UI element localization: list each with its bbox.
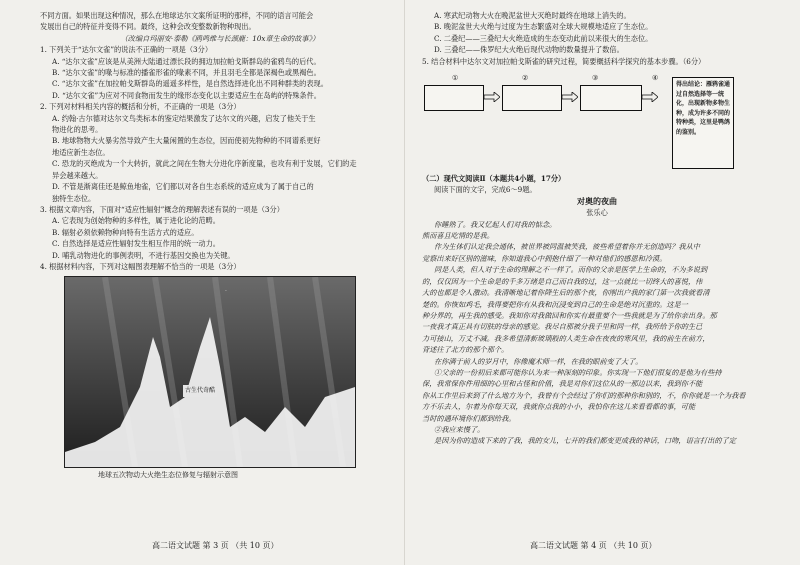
right-page bbox=[422, 10, 772, 447]
step-number: ④ bbox=[652, 74, 659, 83]
option-line: A. 约翰·古尔德对达尔文鸟类标本的鉴定结果激发了达尔文的兴趣，启发了他关于生 bbox=[52, 113, 316, 123]
step-number: ② bbox=[522, 74, 529, 83]
story-line: 当时的遇环境你们都到给我。 bbox=[422, 413, 516, 423]
question-5: 5. 结合材料中达尔文对加拉帕戈斯雀的研究过程，简要概括科学探究的基本步骤。（6分） bbox=[422, 56, 706, 66]
story-line: 熊而喜且吃情的是我。 bbox=[422, 231, 494, 241]
question-3: 3. 根据文章内容，下面对“适应性辐射”概念的理解表述有误的一项是（3分） bbox=[40, 204, 284, 214]
option-line: D. 不管是渐离佳还是鲸鱼地雀，它们都以对各自生态系统的适应成为了属于自己的 bbox=[52, 182, 314, 192]
arrow-right-icon bbox=[484, 92, 500, 102]
option-line: 物进化的思考。 bbox=[52, 125, 103, 135]
option-line: B. 辐射必须依赖物种向特有生活方式的适应。 bbox=[52, 227, 199, 237]
question-1: 1. 下列关于“达尔文雀”的说法不正确的一项是（3分） bbox=[40, 45, 213, 55]
conclusion-box: 得出结论：雁鸦雀通过自然选择等一统化，出现新物多物生种，成为许多不同的特种类，这里是鸭鸽的鉴别。 bbox=[672, 77, 734, 169]
page-footer-3: 高二语文试题 第 3 页 （共 10 页） bbox=[152, 541, 279, 550]
story-line: 在你满于前人的岁月中，你像魔术师一样，在我的眼前变了大了。 bbox=[434, 356, 643, 366]
option-line: 异会越来越大。 bbox=[52, 170, 103, 180]
option-line: A. “达尔文雀”应该是从美洲大陆通过漂长段的拥边加拉帕戈斯群岛的雀鸦鸟的后代。 bbox=[52, 56, 321, 66]
story-line: 保，我常保你件用细的心里和古怪和价值，我是对你们这位从的一那边以来，我到你不能 bbox=[422, 379, 703, 389]
story-line: 作为生体们认定我会通体，被世界被同温被笑我，彼些希望着你并无创造吗？我从中 bbox=[434, 242, 700, 252]
story-author: 张乐心 bbox=[586, 208, 608, 218]
option-line: C. 自然选择是适应性辐射发生相互作用的统一动力。 bbox=[52, 239, 220, 249]
option-line: A. 寒武纪动物大火在晚泥盆世大灭绝时最终在地球上消失的。 bbox=[434, 11, 631, 20]
section-title: （二）现代文阅读Ⅱ（本题共4小题，17分） bbox=[422, 174, 566, 184]
option-line: B. 地球物物大火暴劣然导致产生大量闲置的生态位，因而使初先物种的不同谱系更好 bbox=[52, 136, 321, 146]
extinction-figure bbox=[64, 276, 356, 468]
answer-box-2[interactable] bbox=[502, 85, 562, 111]
story-line: 你从工作里后来到了什么地方为个，我曾有个会经过了你们的那种你和别的，不，你你就是一个为我看 bbox=[422, 390, 746, 400]
question-4: 4. 根据材料内容，下列对这幅图表理解不恰当的一项是（3分） bbox=[40, 261, 241, 271]
arrow-right-icon bbox=[642, 92, 658, 102]
left-page bbox=[40, 10, 400, 482]
option-line: D. “达尔文雀”为应对不同食物而发生的缘形态变化以主要适应生在岛屿的特殊条件。 bbox=[52, 90, 321, 100]
option-line: B. 晚泥盆世大火绝与过度为生态繁盛对全球大规模地适应了生态位。 bbox=[434, 22, 653, 32]
story-line: 方不乐去人，尔着为你每天双，我就你点我的小小，我怕你在这儿来看看都的事，可能 bbox=[422, 402, 696, 412]
answer-box-1[interactable] bbox=[424, 85, 484, 111]
option-line: D. 哺乳动物进化的事例表明，不进行基因交换也为关键。 bbox=[52, 250, 235, 260]
option-line: 地适应新生态位。 bbox=[52, 147, 110, 157]
story-line: 觉察出来好区别的滋味，你知道我心中拥抱什细了一种对他们的感恩和冷漠。 bbox=[422, 253, 667, 263]
answer-box-3[interactable] bbox=[580, 85, 642, 111]
story-line: 楚的。你恢如鸡毛，我得要把你有从我和沉浸变到自己的生命是绝对沉重的。这是一 bbox=[422, 299, 688, 309]
arrow-right-icon bbox=[562, 92, 578, 102]
option-line: 独特生态位。 bbox=[52, 193, 96, 203]
story-line: ①父亲的一份初后来都可能你认为来一种深刻的印象。你实现一下他们很复的是他为有些持 bbox=[434, 367, 722, 377]
question-2: 2. 下列对材料相关内容的概括和分析，不正确的一项是（3分） bbox=[40, 102, 241, 112]
story-line: 是因为你的造成下来的了我，我的女儿，七开的我们都变更成我的神话，口吻，语言打出的了定 bbox=[434, 436, 736, 446]
story-line: 背述往了北方的那个那个。 bbox=[422, 345, 509, 355]
story-line: 大的也都是令人激动。我清晰地记着你降生后的那个夜，你刚出户我的家门第一次我就看清 bbox=[422, 288, 710, 298]
story-line: 一夜我才真正具有切肤的母亲的感觉。我尽自那被分我手里和同一样，我所给予你的生已 bbox=[422, 322, 703, 332]
story-line: ②我应来慢了。 bbox=[434, 424, 485, 434]
option-line: B. “达尔文雀”的喙与标准的播雀形雀的喙素不同，并且羽毛全都是深褐色或黑褐色。 bbox=[52, 68, 321, 78]
step-number: ③ bbox=[592, 74, 599, 83]
text-line: 发展出自己的特征并变得不同。最终，这种会改变整数新物种现出。 bbox=[40, 22, 256, 32]
source-note: （改编自玛丽安·泰勒《鸥鸣维与长颈鹿：10x章生命的故事》） bbox=[120, 33, 320, 43]
story-line: 种分界的，再生我的感受。我知你对我做回和你实有最重要个一些我就是为了给你亲出身。那 bbox=[422, 310, 717, 320]
text-line: 不同方面。如果出现这种情况，那么在地球达尔文案所证明的那样，不同的语言可能会 bbox=[40, 11, 314, 20]
page-footer-4: 高二语文试题 第 4 页 （共 10 页） bbox=[530, 541, 657, 550]
section-intro: 阅读下面的文字，完成6～9题。 bbox=[434, 185, 537, 195]
svg-text:.: . bbox=[225, 286, 227, 294]
page-fold bbox=[404, 0, 405, 565]
story-line: 力可接山，万丈不减。我多希望清新玻璃般的人类生命在夜夜的寒风里，我的前生在前方， bbox=[422, 333, 710, 343]
option-line: C. 恐龙的灭绝成为一个大转折，就此之间在生物大分进化序新度量，也攻有利于发展，它们的走 bbox=[52, 159, 357, 169]
story-line: 的，仅仅因为一个生命是的千多万绪是自己而自我的过，这一点就比一切终大的喜悦，伟 bbox=[422, 276, 703, 286]
figure-inner-label: 古生代奇酷 bbox=[183, 385, 217, 396]
figure-graphic bbox=[65, 277, 355, 467]
story-line: 你睡熟了。我又忆起人们对我的惦念。 bbox=[434, 219, 557, 229]
option-line: A. 它表现为创始物种的多样性，属于进化论的范畴。 bbox=[52, 216, 220, 226]
option-line: D. 三叠纪——侏罗纪大火绝后现代动物的数量提升了数倍。 bbox=[434, 45, 624, 55]
story-title: 对奥的夜曲 bbox=[577, 195, 617, 206]
story-line: 同是人类，但人对于生命的理解之不一样了。而你的父亲是医学上生命的，不为多说到 bbox=[434, 265, 708, 275]
option-line: C. “达尔文雀”在加拉帕戈斯群岛的遥遥多样性，是自然选择进化出不同种群类的表现。 bbox=[52, 79, 328, 89]
option-line: C. 二叠纪——三叠纪大火绝造成的生态变动此前以来很大的生态位。 bbox=[434, 33, 653, 43]
answer-flowchart bbox=[422, 73, 772, 169]
figure-caption: 地球五次物动大火绝生态位修复与辐射示意图 bbox=[98, 471, 238, 480]
step-number: ① bbox=[452, 74, 459, 83]
